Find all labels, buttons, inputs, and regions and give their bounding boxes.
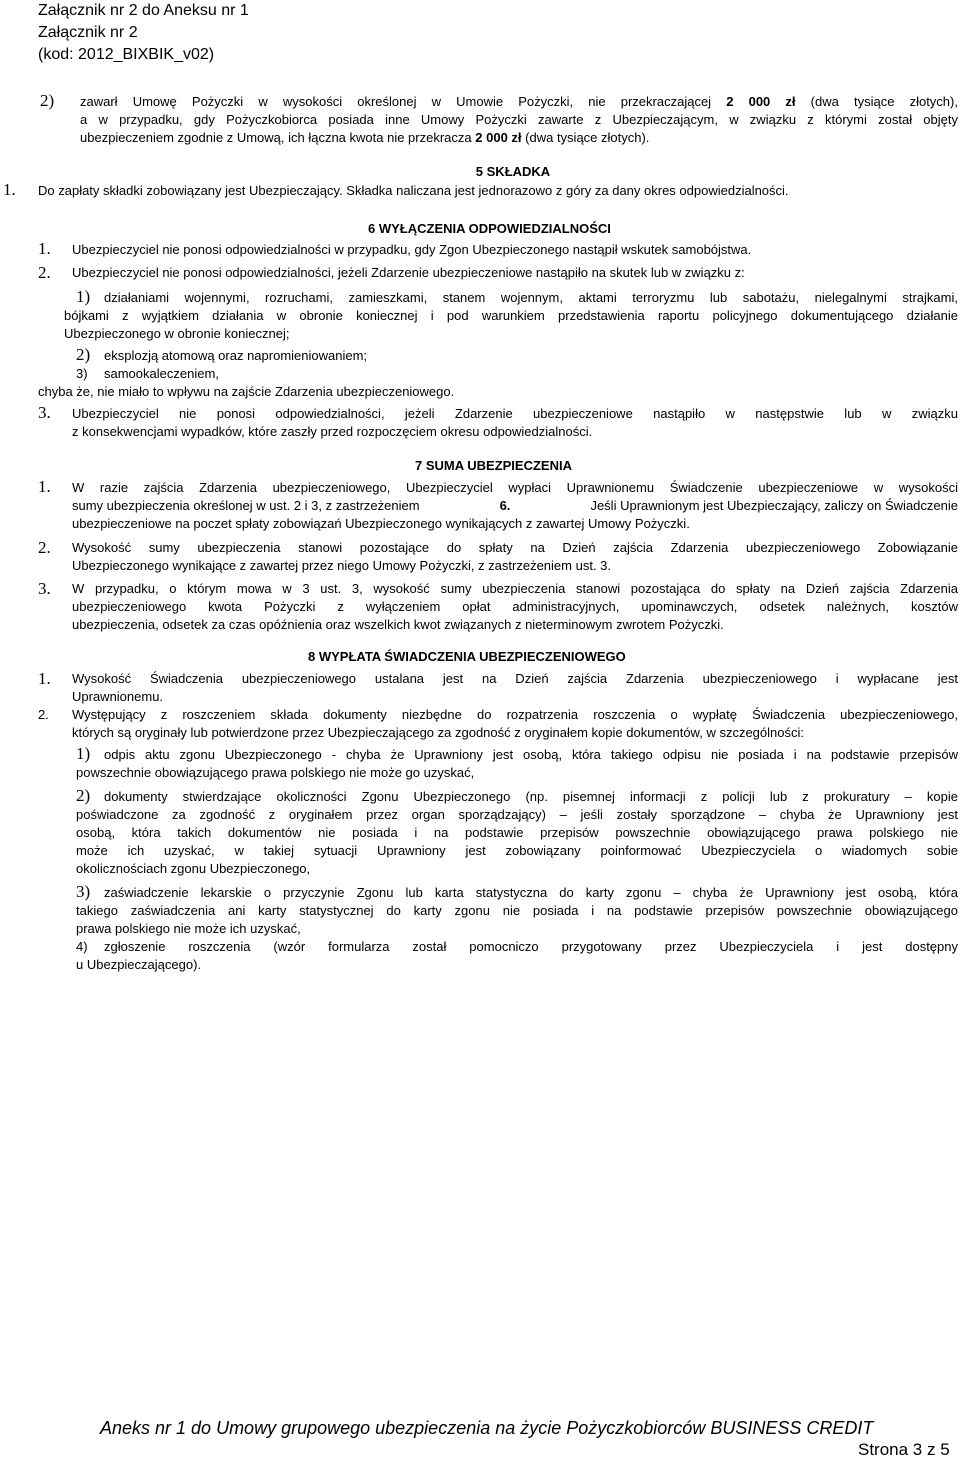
paragraph: Do zapłaty składki zobowiązany jest Ubezpieczający. Składka naliczana jest jednorazowo z góry za dany okres odpowiedzialności. xyxy=(38,183,789,198)
paragraph-line: takiego zaświadczenia ani karty statystycznej do karty zgonu nie posiada i na podstawie przepisów powszechnie obowiązującego xyxy=(76,903,958,918)
item-number: 2) xyxy=(76,345,91,364)
amount: 2 000 zł xyxy=(475,130,522,145)
text-segment: sumy ubezpieczenia określonej w ust. 2 i 3, z zastrzeżeniem xyxy=(72,498,420,513)
paragraph-line: może ich uzyskać, w takiej sytuacji Uprawniony jest zobowiązany poinformować Ubezpieczyciela o wiadomych sobie xyxy=(76,843,958,858)
paragraph-line: Ubezpieczyciel nie ponosi odpowiedzialności, jeżeli Zdarzenie ubezpieczeniowe nastąpiło w następstwie lub w związku xyxy=(72,406,958,421)
paragraph: samookaleczeniem, xyxy=(104,366,219,381)
paragraph-line: Ubezpieczonego w obronie koniecznej; xyxy=(64,326,290,341)
paragraph-line: powszechnie obowiązującego prawa polskiego nie może go uzyskać, xyxy=(76,765,475,780)
paragraph-line: osobą, która takich dokumentów nie posiada i na podstawie przepisów powszechnie obowiązującego prawa polskiego nie xyxy=(76,825,958,840)
paragraph: chyba że, nie miało to wpływu na zajście Zdarzenia ubezpieczeniowego. xyxy=(38,384,455,399)
item-number: 3) xyxy=(76,882,91,901)
section-title: 7 SUMA UBEZPIECZENIA xyxy=(415,458,572,473)
paragraph-line: z konsekwencjami wypadków, które zaszły przed rozpoczęciem okresu odpowiedzialności. xyxy=(72,424,593,439)
item-number: 3) xyxy=(76,366,88,381)
item-number: 1. xyxy=(38,239,51,258)
paragraph-line: Występujący z roszczeniem składa dokumenty niezbędne do rozpatrzenia roszczenia o wypłatę Świadczenia ubezpieczeniowego, xyxy=(72,707,958,722)
footer-title: Aneks nr 1 do Umowy grupowego ubezpieczenia na życie Pożyczkobiorców BUSINESS CREDIT xyxy=(100,1418,874,1438)
paragraph-line xyxy=(72,497,958,515)
item-number: 1. xyxy=(38,669,51,688)
paragraph-line xyxy=(80,129,958,147)
paragraph: Ubezpieczyciel nie ponosi odpowiedzialności w przypadku, gdy Zgon Ubezpieczonego nastąpił wskutek samobójstwa. xyxy=(72,242,752,257)
paragraph-line: okolicznościach zgonu Ubezpieczonego, xyxy=(76,861,311,876)
paragraph-line: W przypadku, o którym mowa w 3 ust. 3, wysokość sumy ubezpieczenia stanowi pozostająca do spłaty na Dzień zajścia Zdarzenia xyxy=(72,581,958,596)
paragraph-line: działaniami wojennymi, rozruchami, zamieszkami, stanem wojennym, aktami terroryzmu lub sabotażu, nielegalnymi strajkami, xyxy=(104,290,958,305)
paragraph-line: zaświadczenie lekarskie o przyczynie Zgonu lub karta statystyczna do karty zgonu – chyba że Uprawniony jest osobą, która xyxy=(104,885,958,900)
item-number: 3. xyxy=(38,403,51,422)
item-number: 2) xyxy=(76,786,91,805)
item-number: 4) xyxy=(76,939,88,954)
item-number: 1) xyxy=(76,287,91,306)
paragraph-line: poświadczone za zgodność z oryginałem przez organ sporządzający) – jeśli zostały sporządzone – chyba że Uprawniony jest xyxy=(76,807,958,822)
paragraph-line: odpis aktu zgonu Ubezpieczonego - chyba że Uprawniony jest osobą, która takiego odpisu nie posiada i na podstawie przepisów xyxy=(104,747,958,762)
paragraph-line: zgłoszenie roszczenia (wzór formularza został pomocniczo przygotowany przez Ubezpieczyciela i jest dostępny xyxy=(104,939,958,954)
page-number: Strona 3 z 5 xyxy=(858,1440,950,1459)
section-title: 6 WYŁĄCZENIA ODPOWIEDZIALNOŚCI xyxy=(368,221,611,236)
text-segment: (dwa tysiące złotych), xyxy=(810,94,958,109)
paragraph-line: a w przypadku, gdy Pożyczkobiorca posiada inne Umowy Pożyczki zawarte z Ubezpieczającym, w związku z którymi został objęty xyxy=(80,112,958,127)
paragraph-line: W razie zajścia Zdarzenia ubezpieczeniowego, Ubezpieczyciel wypłaci Uprawnionemu Świadczenie ubezpieczeniowe w wysokości xyxy=(72,480,958,495)
header-line-3: (kod: 2012_BIXBIK_v02) xyxy=(38,46,215,63)
header-line-2: Załącznik nr 2 xyxy=(38,24,138,41)
paragraph: Ubezpieczyciel nie ponosi odpowiedzialności, jeżeli Zdarzenie ubezpieczeniowe nastąpiło na skutek lub w związku z: xyxy=(72,265,745,280)
paragraph-line: których są oryginały lub potwierdzone przez Ubezpieczającego za zgodność z oryginałem kopie dokumentów, w szczególności: xyxy=(72,725,804,740)
paragraph-line: Uprawnionemu. xyxy=(72,689,164,704)
paragraph-line: ubezpieczenia, odsetek za czas opóźnienia oraz wszelkich kwot związanych z nieterminowym zwrotem Pożyczki. xyxy=(72,617,724,632)
paragraph: eksplozją atomową oraz napromieniowaniem; xyxy=(104,348,368,363)
item-number: 2. xyxy=(38,707,49,722)
amount: 2 000 zł xyxy=(726,94,796,109)
paragraph-line: Wysokość sumy ubezpieczenia stanowi pozostające do spłaty na Dzień zajścia Zdarzenia ubezpieczeniowego Zobowiązanie xyxy=(72,540,958,555)
paragraph-line xyxy=(80,93,958,111)
item-number: 1. xyxy=(3,180,16,199)
section-title: 8 WYPŁATA ŚWIADCZENIA UBEZPIECZENIOWEGO xyxy=(308,649,626,664)
item-number: 3. xyxy=(38,579,51,598)
paragraph-line: dokumenty stwierdzające okoliczności Zgonu Ubezpieczonego (np. pisemnej informacji z policji lub z prokuratury – kopie xyxy=(104,789,958,804)
paragraph-line: prawa polskiego nie może ich uzyskać, xyxy=(76,921,301,936)
paragraph-line: ubezpieczeniowe na poczet spłaty zobowiązań Ubezpieczonego wynikających z zawartej Umowy Pożyczki. xyxy=(72,516,690,531)
section-title: 5 SKŁADKA xyxy=(475,164,551,179)
text-segment: Jeśli Uprawnionym jest Ubezpieczający, zaliczy on Świadczenie xyxy=(590,498,958,513)
header-line-1: Załącznik nr 2 do Aneksu nr 1 xyxy=(38,2,249,19)
paragraph-line: bójkami z wyjątkiem działania w obronie koniecznej i pod warunkiem przedstawienia raportu policyjnego dokumentującego działanie xyxy=(64,308,958,323)
text-segment: (dwa tysiące złotych). xyxy=(525,130,650,145)
paragraph-line: Ubezpieczonego wynikające z zawartej przez niego Umowy Pożyczki, z zastrzeżeniem ust. 3. xyxy=(72,558,612,573)
text-segment: zawarł Umowę Pożyczki w wysokości określonej w Umowie Pożyczki, nie przekraczającej xyxy=(80,94,712,109)
item-number: 1) xyxy=(76,744,91,763)
item-number: 1. xyxy=(38,477,51,496)
item-number: 2. xyxy=(38,538,51,557)
paragraph-line: Wysokość Świadczenia ubezpieczeniowego ustalana jest na Dzień zajścia Zdarzenia ubezpieczeniowego i wypłacane jest xyxy=(72,671,958,686)
reference: 6. xyxy=(499,498,511,513)
paragraph-line: u Ubezpieczającego). xyxy=(76,957,202,972)
text-segment: ubezpieczeniem zgodnie z Umową, ich łączna kwota nie przekracza xyxy=(80,130,472,145)
paragraph-line: ubezpieczeniowego kwota Pożyczki z wyłączeniem opłat administracyjnych, upominawczych, odsetek należnych, kosztów xyxy=(72,599,958,614)
item-number: 2) xyxy=(40,91,55,110)
item-number: 2. xyxy=(38,263,51,282)
